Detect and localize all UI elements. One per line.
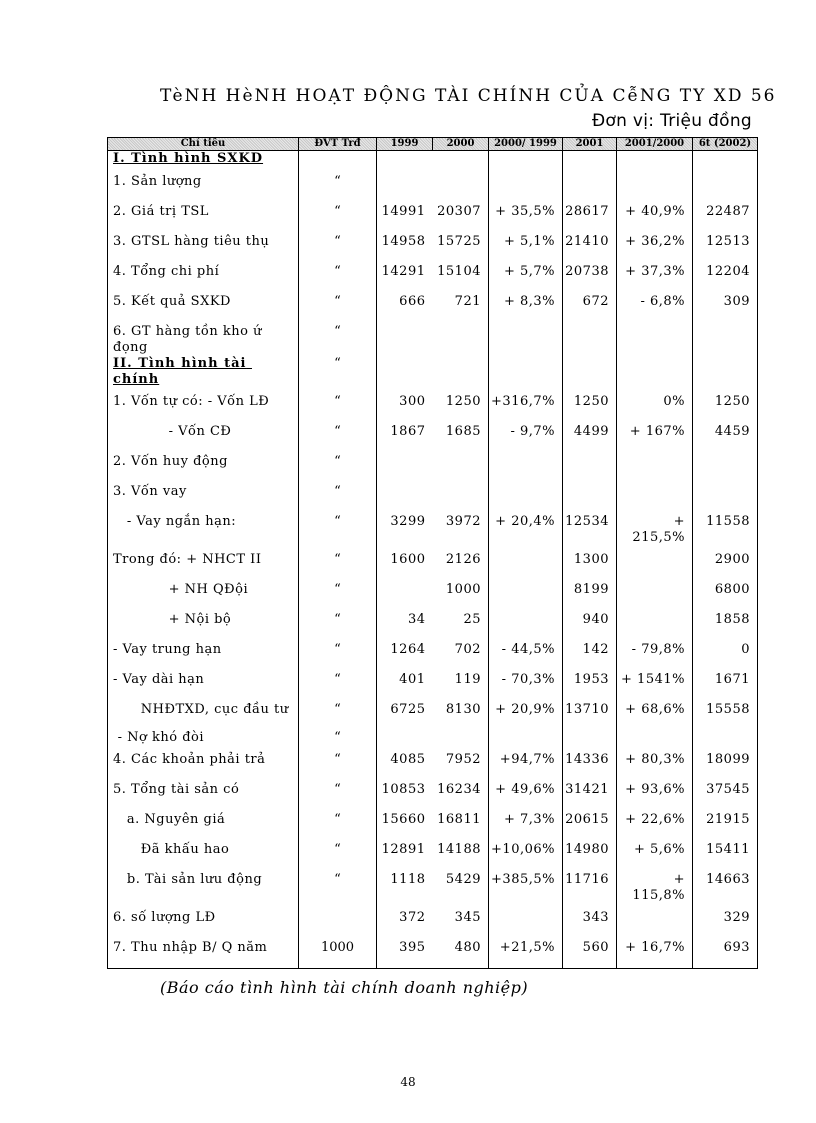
cell-criteria: II. Tình hình tài chính	[108, 356, 299, 388]
cell-h1-2002: 18099	[693, 746, 758, 776]
cell-y1999: 666	[399, 293, 426, 309]
table-row	[108, 606, 758, 636]
cell-y2000: 345	[433, 904, 489, 934]
cell-y1999	[377, 576, 433, 606]
cell-y2001: 1953	[563, 666, 617, 696]
cell-criteria: - Vay ngắn hạn:	[108, 508, 299, 546]
cell-y2001: 4499	[563, 418, 617, 448]
table-row	[108, 388, 758, 418]
cell-criteria: 3. Vốn vay	[108, 478, 299, 508]
cell-criteria: - Nợ khó đòi	[108, 724, 299, 746]
cell-y2000: 119	[433, 666, 489, 696]
cell-chg-2000-1999: + 35,5%	[489, 198, 563, 228]
cell-y2000	[433, 168, 489, 198]
cell-unit: “	[299, 508, 377, 546]
cell-y2001: 20615	[563, 806, 617, 836]
cell-chg-2000-1999	[489, 151, 563, 168]
cell-criteria: Đã khấu hao	[108, 836, 299, 866]
cell-y1999	[377, 448, 433, 478]
cell-chg-2000-1999: + 5,7%	[489, 258, 563, 288]
cell-y1999	[377, 478, 433, 508]
cell-h1-2002: 329	[693, 904, 758, 934]
cell-h1-2002	[693, 151, 758, 168]
cell-h1-2002	[693, 356, 758, 388]
table-row	[108, 356, 758, 388]
cell-unit: “	[299, 228, 377, 258]
cell-chg-2001-2000: + 16,7%	[617, 934, 693, 969]
cell-criteria: b. Tài sản lưu động	[108, 866, 299, 904]
cell-criteria: 4. Các khoản phải trả	[108, 746, 299, 776]
cell-y1999: 34	[407, 611, 426, 627]
cell-chg-2001-2000	[617, 724, 693, 746]
cell-y2000: 1685	[433, 418, 489, 448]
cell-y2001: 28617	[563, 198, 617, 228]
cell-y2000: 14188	[433, 836, 489, 866]
cell-y2000: 15104	[433, 258, 489, 288]
cell-h1-2002	[693, 168, 758, 198]
cell-y2000	[433, 724, 489, 746]
cell-unit: “	[299, 724, 377, 746]
cell-chg-2001-2000: + 167%	[617, 418, 693, 448]
cell-chg-2001-2000: + 22,6%	[617, 806, 693, 836]
table-row	[108, 288, 758, 318]
cell-h1-2002: 309	[693, 288, 758, 318]
table-row	[108, 806, 758, 836]
table-row	[108, 228, 758, 258]
cell-h1-2002: 12204	[693, 258, 758, 288]
cell-unit: “	[299, 776, 377, 806]
cell-y2001: 14336	[563, 746, 617, 776]
cell-y1999: 4085	[390, 751, 426, 767]
cell-criteria: 6. GT hàng tồn kho ứ đọng	[108, 318, 299, 356]
cell-chg-2000-1999	[489, 576, 563, 606]
cell-h1-2002: 2900	[693, 546, 758, 576]
cell-chg-2001-2000	[617, 546, 693, 576]
cell-criteria: - Vay dài hạn	[108, 666, 299, 696]
cell-y1999: 1118	[390, 871, 426, 887]
col-header-2000: 2000	[433, 138, 489, 151]
cell-y2001: 1300	[563, 546, 617, 576]
unit-label: Đơn vị: Triệu đồng	[591, 111, 752, 131]
cell-y2000: 1250	[433, 388, 489, 418]
cell-criteria: I. Tình hình SXKD	[108, 151, 299, 168]
cell-y2000	[433, 318, 489, 356]
financial-table	[107, 137, 758, 969]
cell-h1-2002: 1858	[693, 606, 758, 636]
cell-chg-2001-2000: + 37,3%	[617, 258, 693, 288]
cell-chg-2000-1999	[489, 356, 563, 388]
cell-h1-2002: 6800	[693, 576, 758, 606]
table-row	[108, 151, 758, 168]
cell-unit: “	[299, 418, 377, 448]
cell-y1999: 3299	[390, 513, 426, 529]
cell-criteria: - Vay trung hạn	[108, 636, 299, 666]
cell-y2000: 20307	[433, 198, 489, 228]
cell-h1-2002: 12513	[693, 228, 758, 258]
cell-unit: “	[299, 576, 377, 606]
col-header-6t-2002: 6t (2002)	[693, 138, 758, 151]
cell-criteria: 5. Tổng tài sản có	[108, 776, 299, 806]
cell-y2000	[433, 448, 489, 478]
cell-h1-2002: 37545	[693, 776, 758, 806]
cell-chg-2000-1999: + 49,6%	[489, 776, 563, 806]
cell-h1-2002: 14663	[693, 866, 758, 904]
cell-unit	[299, 904, 377, 934]
cell-unit	[299, 151, 377, 168]
cell-y1999: 1867	[390, 423, 426, 439]
cell-h1-2002: 15411	[693, 836, 758, 866]
cell-criteria: 7. Thu nhập B/ Q năm	[108, 934, 299, 969]
cell-unit: “	[299, 836, 377, 866]
table-row	[108, 546, 758, 576]
cell-chg-2001-2000: - 79,8%	[617, 636, 693, 666]
cell-chg-2001-2000	[617, 318, 693, 356]
cell-chg-2000-1999	[489, 546, 563, 576]
cell-y2001	[563, 478, 617, 508]
table-row	[108, 418, 758, 448]
page-number: 48	[400, 1075, 416, 1089]
cell-y2001: 11716	[563, 866, 617, 904]
cell-unit: “	[299, 388, 377, 418]
cell-y2000: 1000	[433, 576, 489, 606]
cell-y1999: 395	[377, 934, 433, 969]
cell-unit: “	[299, 636, 377, 666]
table-row	[108, 318, 758, 356]
cell-y2000: 702	[433, 636, 489, 666]
cell-criteria: + NH QĐội	[108, 576, 299, 606]
cell-y2001: 560	[563, 934, 617, 969]
cell-chg-2001-2000	[617, 606, 693, 636]
cell-chg-2001-2000: 0%	[617, 388, 693, 418]
cell-unit: “	[299, 448, 377, 478]
cell-y2001	[563, 168, 617, 198]
cell-y2000: 3972	[433, 508, 489, 546]
cell-chg-2000-1999: + 20,9%	[489, 696, 563, 724]
cell-criteria: + Nội bộ	[108, 606, 299, 636]
cell-unit: “	[299, 478, 377, 508]
cell-criteria: NHĐTXD, cục đầu tư	[108, 696, 299, 724]
cell-y1999: 1600	[390, 551, 426, 567]
col-header-unit: ĐVT Trđ	[299, 138, 377, 151]
cell-chg-2000-1999: + 20,4%	[489, 508, 563, 546]
cell-y2000: 8130	[433, 696, 489, 724]
table-row	[108, 866, 758, 904]
cell-chg-2000-1999	[489, 606, 563, 636]
cell-y1999	[377, 724, 433, 746]
cell-h1-2002: 693	[693, 934, 758, 969]
cell-unit: “	[299, 546, 377, 576]
cell-y1999: 300	[399, 393, 426, 409]
cell-y2001: 13710	[563, 696, 617, 724]
cell-y2001	[563, 724, 617, 746]
cell-criteria: - Vốn CĐ	[108, 418, 299, 448]
col-header-criteria: Chỉ tiêu	[108, 138, 299, 151]
cell-h1-2002: 1671	[693, 666, 758, 696]
cell-y1999	[377, 318, 433, 356]
table-row	[108, 478, 758, 508]
cell-y2001: 672	[563, 288, 617, 318]
cell-chg-2001-2000	[617, 576, 693, 606]
cell-y2000	[433, 356, 489, 388]
cell-h1-2002: 11558	[693, 508, 758, 546]
table-row	[108, 666, 758, 696]
cell-chg-2001-2000: + 115,8%	[617, 866, 693, 904]
cell-y1999: 15660	[381, 811, 426, 827]
table-row	[108, 724, 758, 746]
cell-criteria: 2. Giá trị TSL	[108, 198, 299, 228]
cell-y2000: 721	[433, 288, 489, 318]
cell-unit: “	[299, 318, 377, 356]
page-title: TèNH HèNH HOẠT ĐỘNG TÀI CHÍNH CỦA CễNG TY XD 56	[160, 86, 777, 106]
cell-chg-2000-1999: +316,7%	[489, 388, 563, 418]
cell-h1-2002: 0	[693, 636, 758, 666]
cell-chg-2001-2000: + 80,3%	[617, 746, 693, 776]
cell-y2000: 16811	[433, 806, 489, 836]
cell-y2000: 15725	[433, 228, 489, 258]
cell-unit: “	[299, 806, 377, 836]
cell-y2001: 343	[563, 904, 617, 934]
cell-criteria: 1. Vốn tự có: - Vốn LĐ	[108, 388, 299, 418]
cell-chg-2000-1999	[489, 168, 563, 198]
cell-y1999	[377, 168, 433, 198]
table-row	[108, 696, 758, 724]
cell-y2001: 940	[563, 606, 617, 636]
cell-criteria: 2. Vốn huy động	[108, 448, 299, 478]
table-row	[108, 508, 758, 546]
cell-criteria: a. Nguyên giá	[108, 806, 299, 836]
cell-chg-2001-2000: + 215,5%	[617, 508, 693, 546]
col-header-1999: 1999	[377, 138, 433, 151]
cell-chg-2000-1999	[489, 724, 563, 746]
cell-unit: “	[299, 258, 377, 288]
cell-chg-2000-1999: + 5,1%	[489, 228, 563, 258]
cell-chg-2001-2000	[617, 168, 693, 198]
table-header-row	[108, 138, 758, 151]
table-row	[108, 198, 758, 228]
cell-criteria: Trong đó: + NHCT II	[108, 546, 299, 576]
cell-y1999: 12891	[381, 841, 426, 857]
cell-unit: 1000	[299, 934, 377, 969]
cell-y2000	[433, 478, 489, 508]
cell-chg-2001-2000	[617, 904, 693, 934]
cell-y2000: 16234	[433, 776, 489, 806]
cell-chg-2000-1999: +94,7%	[489, 746, 563, 776]
cell-y2001: 31421	[563, 776, 617, 806]
cell-unit: “	[299, 606, 377, 636]
cell-chg-2000-1999	[489, 478, 563, 508]
table-row	[108, 636, 758, 666]
cell-y1999: 401	[399, 671, 426, 687]
table-row	[108, 258, 758, 288]
cell-h1-2002: 4459	[693, 418, 758, 448]
cell-chg-2000-1999	[489, 448, 563, 478]
cell-h1-2002	[693, 478, 758, 508]
table-row	[108, 746, 758, 776]
table-row	[108, 168, 758, 198]
cell-chg-2000-1999	[489, 318, 563, 356]
cell-y2001: 20738	[563, 258, 617, 288]
cell-chg-2001-2000: - 6,8%	[617, 288, 693, 318]
cell-chg-2001-2000	[617, 356, 693, 388]
cell-y1999: 10853	[381, 781, 426, 797]
table-row	[108, 836, 758, 866]
cell-criteria: 3. GTSL hàng tiêu thụ	[108, 228, 299, 258]
col-header-2001-2000: 2001/2000	[617, 138, 693, 151]
cell-y2000: 25	[433, 606, 489, 636]
cell-y1999	[377, 151, 433, 168]
cell-chg-2001-2000	[617, 151, 693, 168]
cell-chg-2001-2000: + 68,6%	[617, 696, 693, 724]
cell-chg-2000-1999: - 44,5%	[489, 636, 563, 666]
table-row	[108, 776, 758, 806]
col-header-2001: 2001	[563, 138, 617, 151]
cell-chg-2000-1999: +21,5%	[489, 934, 563, 969]
cell-y2001: 1250	[563, 388, 617, 418]
cell-unit: “	[299, 866, 377, 904]
table-row	[108, 448, 758, 478]
cell-y1999	[377, 356, 433, 388]
cell-y1999: 14991	[381, 203, 426, 219]
cell-y1999: 14291	[381, 263, 426, 279]
cell-y2001: 12534	[563, 508, 617, 546]
cell-chg-2000-1999: + 7,3%	[489, 806, 563, 836]
cell-criteria: 6. số lượng LĐ	[108, 904, 299, 934]
cell-y1999: 6725	[390, 701, 426, 717]
cell-y2001	[563, 356, 617, 388]
cell-chg-2000-1999: - 9,7%	[489, 418, 563, 448]
cell-criteria: 4. Tổng chi phí	[108, 258, 299, 288]
cell-y2001	[563, 448, 617, 478]
col-header-2000-1999: 2000/ 1999	[489, 138, 563, 151]
cell-h1-2002	[693, 448, 758, 478]
cell-y2001: 142	[563, 636, 617, 666]
cell-chg-2000-1999: +385,5%	[489, 866, 563, 904]
cell-y2001: 21410	[563, 228, 617, 258]
cell-y2000: 5429	[433, 866, 489, 904]
cell-y2001	[563, 151, 617, 168]
table-row	[108, 934, 758, 969]
table-row	[108, 576, 758, 606]
cell-unit: “	[299, 666, 377, 696]
cell-y1999: 372	[399, 909, 426, 925]
cell-chg-2001-2000: + 93,6%	[617, 776, 693, 806]
cell-criteria: 1. Sản lượng	[108, 168, 299, 198]
cell-chg-2000-1999: +10,06%	[489, 836, 563, 866]
cell-h1-2002	[693, 724, 758, 746]
source-note: (Báo cáo tình hình tài chính doanh nghiệp)	[160, 978, 529, 997]
cell-y2000: 2126	[433, 546, 489, 576]
cell-h1-2002: 21915	[693, 806, 758, 836]
cell-h1-2002	[693, 318, 758, 356]
cell-y2001	[563, 318, 617, 356]
cell-y2000: 480	[433, 934, 489, 969]
cell-y2000	[433, 151, 489, 168]
cell-h1-2002: 22487	[693, 198, 758, 228]
cell-chg-2001-2000	[617, 478, 693, 508]
cell-unit: “	[299, 746, 377, 776]
cell-chg-2000-1999: + 8,3%	[489, 288, 563, 318]
cell-chg-2000-1999: - 70,3%	[489, 666, 563, 696]
cell-chg-2001-2000: + 1541%	[617, 666, 693, 696]
cell-y1999: 1264	[390, 641, 426, 657]
cell-y2000: 7952	[433, 746, 489, 776]
cell-unit: “	[299, 288, 377, 318]
cell-chg-2001-2000: + 36,2%	[617, 228, 693, 258]
cell-unit: “	[299, 198, 377, 228]
cell-unit: “	[299, 356, 377, 388]
cell-chg-2000-1999	[489, 904, 563, 934]
cell-chg-2001-2000	[617, 448, 693, 478]
cell-y1999: 14958	[381, 233, 426, 249]
cell-h1-2002: 15558	[693, 696, 758, 724]
cell-y2001: 8199	[563, 576, 617, 606]
cell-criteria: 5. Kết quả SXKD	[108, 288, 299, 318]
cell-chg-2001-2000: + 5,6%	[617, 836, 693, 866]
cell-unit: “	[299, 168, 377, 198]
cell-chg-2001-2000: + 40,9%	[617, 198, 693, 228]
cell-y2001: 14980	[563, 836, 617, 866]
table-row	[108, 904, 758, 934]
cell-unit: “	[299, 696, 377, 724]
cell-h1-2002: 1250	[693, 388, 758, 418]
